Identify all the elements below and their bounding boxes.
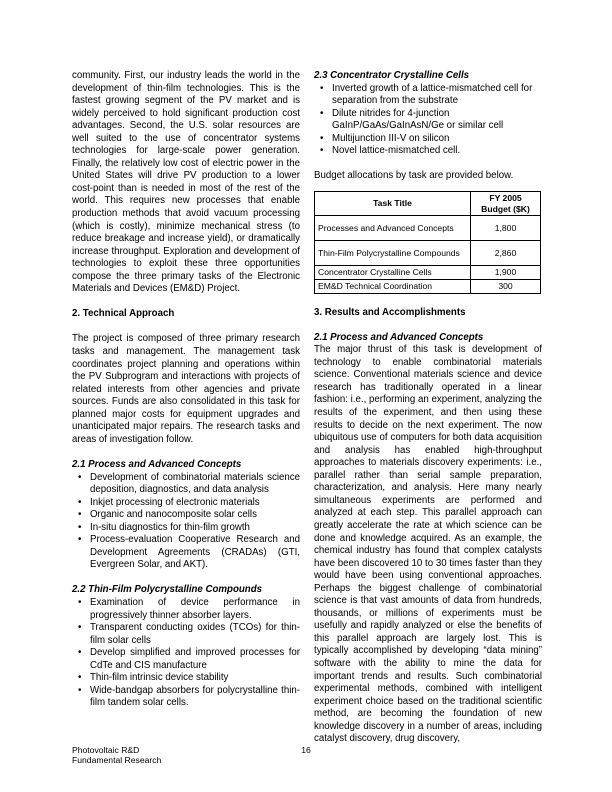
paragraph-combinatorial-materials: The major thrust of this task is development of technology to enable combinatorial materials science. Conventional materials science and device research has traditionally operated in a linear fashion: i.e., performing an experiment, analyzing the results of the experiment, and then using these results to decide on the next experiment. The now ubiquitous use of computers for both data acquisition and analysis has enabled high-throughput approaches to materials discovery experiments: i.e., parallel rather than serial sample preparation, characterization, and analysis. Here many nearly simultaneous experiments are performed and analyzed at each step. This parallel approach can greatly accelerate the rate at which science can be done and knowledge acquired. As an example, the chemical industry has found that complex catalysts have been discovered 10 to 30 times faster than they would have been using conventional approaches. Perhaps the biggest challenge of combinatorial science is that vast amounts of data from hundreds, thousands, or millions of experiments must be usefully and rapidly analyzed or else the benefits of this parallel approach are largely lost. This is typically accomplished by developing “data mining” software with the ability to mine the data for important trends and results. Such combinatorial experimental methods, combined with intelligent experiment choice based on the traditional scientific method, are becoming the foundation of new knowledge discovery in a number of areas, including catalyst discovery, drug discovery, <box>314 344 542 745</box>
list-item: • Novel lattice-mismatched cell. <box>314 145 542 158</box>
list-item: • Multijunction III-V on silicon <box>314 133 542 146</box>
bullet-list-2-1 <box>72 472 300 572</box>
list-item: • In-situ diagnostics for thin-film growth <box>72 522 300 535</box>
list-item: • Thin-film intrinsic device stability <box>72 672 300 685</box>
cell-budget-amount: 1,900 <box>471 266 541 280</box>
subheading-2-2-thin-film: 2.2 Thin-Film Polycrystalline Compounds <box>72 584 263 596</box>
list-item: • Process-evaluation Cooperative Research and Development Agreements (CRADAs) (GTI, Evergreen Solar, and AKT). <box>72 534 300 572</box>
bullet-list-2-3 <box>314 83 542 158</box>
table-row <box>315 241 541 266</box>
heading-results-accomplishments: 3. Results and Accomplishments <box>314 306 466 318</box>
table-row <box>315 216 541 241</box>
spacer <box>72 321 300 334</box>
spacer <box>72 296 300 309</box>
page-number-value: 16 <box>301 745 311 755</box>
column-header-budget-line1: FY 2005 <box>489 192 522 203</box>
list-item: • Inkjet processing of electronic materials <box>72 497 300 510</box>
bullet-list-2-2 <box>72 597 300 710</box>
cell-task-title: Processes and Advanced Concepts <box>315 216 471 241</box>
spacer <box>72 572 300 585</box>
footer-line-2: Fundamental Research <box>72 755 162 766</box>
budget-table <box>314 191 541 294</box>
column-header-budget <box>471 191 541 215</box>
table-row <box>315 280 541 294</box>
cell-budget-amount: 300 <box>471 280 541 294</box>
list-item: • Organic and nanocomposite solar cells <box>72 509 300 522</box>
column-header-budget-line2: Budget ($K) <box>481 203 530 214</box>
footer-line-1: Photovoltaic R&D <box>72 745 140 755</box>
spacer <box>314 183 542 189</box>
list-item: • Dilute nitrides for 4-junction GaInP/GaAs/GaInAsN/Ge or similar cell <box>314 108 542 133</box>
cell-budget-amount: 2,860 <box>471 241 541 266</box>
list-item: • Transparent conducting oxides (TCOs) for thin-film solar cells <box>72 622 300 647</box>
cell-task-title: Thin-Film Polycrystalline Compounds <box>315 241 471 266</box>
heading-technical-approach: 2. Technical Approach <box>72 308 175 320</box>
list-item: • Development of combinatorial materials science deposition, diagnostics, and data analysis <box>72 472 300 497</box>
right-column <box>314 70 542 746</box>
subheading-2-1-process: 2.1 Process and Advanced Concepts <box>72 458 242 470</box>
column-header-task-title: Task Title <box>315 191 471 215</box>
paragraph-project-composition: The project is composed of three primary research tasks and management. The management task coordinates project planning and operations within the PV Subprogram and interactions with projects of related interests from other agencies and private sources. Funds are also consolidated in this task for planned major costs for equipment upgrades and unanticipated major repairs. The research tasks and areas of investigation follow. <box>72 333 300 445</box>
budget-intro-text: Budget allocations by task are provided below. <box>314 170 514 182</box>
cell-task-title: Concentrator Crystalline Cells <box>315 266 471 280</box>
table-header-row <box>315 191 541 215</box>
subheading-2-1-process-results: 2.1 Process and Advanced Concepts <box>314 331 484 343</box>
spacer <box>72 446 300 459</box>
subheading-2-3-concentrator: 2.3 Concentrator Crystalline Cells <box>314 70 470 81</box>
cell-task-title: EM&D Technical Coordination <box>315 280 471 294</box>
list-item: • Develop simplified and improved processes for CdTe and CIS manufacture <box>72 647 300 672</box>
spacer <box>314 319 542 332</box>
list-item: • Inverted growth of a lattice-mismatched cell for separation from the substrate <box>314 83 542 108</box>
cell-budget-amount: 1,800 <box>471 216 541 241</box>
list-item: • Wide-bandgap absorbers for polycrystalline thin-film tandem solar cells. <box>72 685 300 710</box>
spacer <box>314 294 542 307</box>
two-column-body <box>72 70 542 745</box>
list-item: • Examination of device performance in progressively thinner absorber layers. <box>72 597 300 622</box>
page-number <box>0 745 612 755</box>
spacer <box>314 158 542 171</box>
paragraph-community: community. First, our industry leads the world in the development of thin-film technologies. This is the fastest growing segment of the PV market and is widely perceived to hold significant production cost advantages. Second, the U.S. solar resources are well suited to the use of concentrator systems technologies for large-scale power generation. Finally, the relatively low cost of electric power in the United States will drive PV production to a lower cost-point than is needed in most of the rest of the world. This requires new processes that enable production methods that avoid vacuum processing (which is costly), minimize mechanical stress (to reduce breakage and increase yield), or dramatically increase throughput. Exploration and development of technologies to exploit these three opportunities compose the three primary tasks of the Electronic Materials and Devices (EM&D) Project. <box>72 70 300 295</box>
left-column <box>72 70 300 710</box>
table-row <box>315 266 541 280</box>
